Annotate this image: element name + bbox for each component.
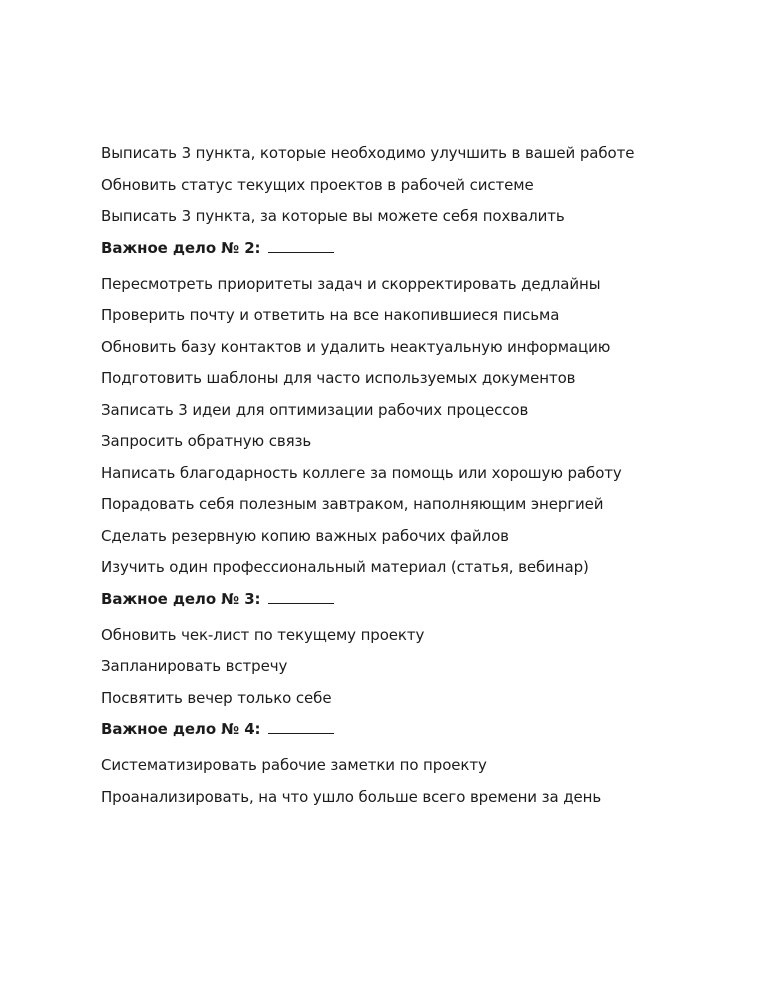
list-item: Изучить один профессиональный материал (статья, вебинар): [101, 558, 589, 576]
list-item: Порадовать себя полезным завтраком, наполняющим энергией: [101, 495, 604, 513]
list-item: Проверить почту и ответить на все накопившиеся письма: [101, 306, 560, 324]
section-important-task-3: [101, 589, 721, 708]
list-item: Систематизировать рабочие заметки по проекту: [101, 756, 487, 774]
list-item: Записать 3 идеи для оптимизации рабочих процессов: [101, 400, 529, 419]
section-heading: [101, 238, 721, 258]
list-item: Обновить статус текущих проектов в рабочей системе: [101, 175, 534, 194]
section-heading: [101, 589, 721, 609]
list-item: Запросить обратную связь: [101, 432, 312, 450]
list-item: Проанализировать, на что ушло больше всего времени за день: [101, 787, 602, 806]
list-item: Выписать 3 пункта, за которые вы можете себя похвалить: [101, 207, 565, 225]
section-heading-label: Важное дело № 2:: [101, 238, 261, 257]
list-item: Обновить чек-лист по текущему проекту: [101, 625, 425, 644]
checklist-content: [101, 143, 721, 818]
fill-in-blank: [268, 238, 334, 253]
section-heading-label: Важное дело № 3:: [101, 589, 261, 608]
list-item: Запланировать встречу: [101, 657, 288, 675]
list-item: Посвятить вечер только себе: [101, 688, 332, 707]
fill-in-blank: [268, 589, 334, 604]
section-important-task-4: [101, 719, 721, 807]
list-item: Написать благодарность коллеге за помощь или хорошую работу: [101, 463, 622, 482]
list-item: Подготовить шаблоны для часто используемых документов: [101, 369, 576, 387]
section-important-task-2: [101, 238, 721, 578]
list-item: Сделать резервную копию важных рабочих файлов: [101, 526, 509, 545]
section-heading: [101, 719, 721, 739]
section-heading-label: Важное дело № 4:: [101, 720, 261, 738]
list-item: Выписать 3 пункта, которые необходимо улучшить в вашей работе: [101, 144, 635, 162]
list-item: Пересмотреть приоритеты задач и скорректировать дедлайны: [101, 274, 601, 293]
fill-in-blank: [268, 719, 334, 734]
intro-list: [101, 143, 721, 226]
list-item: Обновить базу контактов и удалить неактуальную информацию: [101, 337, 611, 356]
